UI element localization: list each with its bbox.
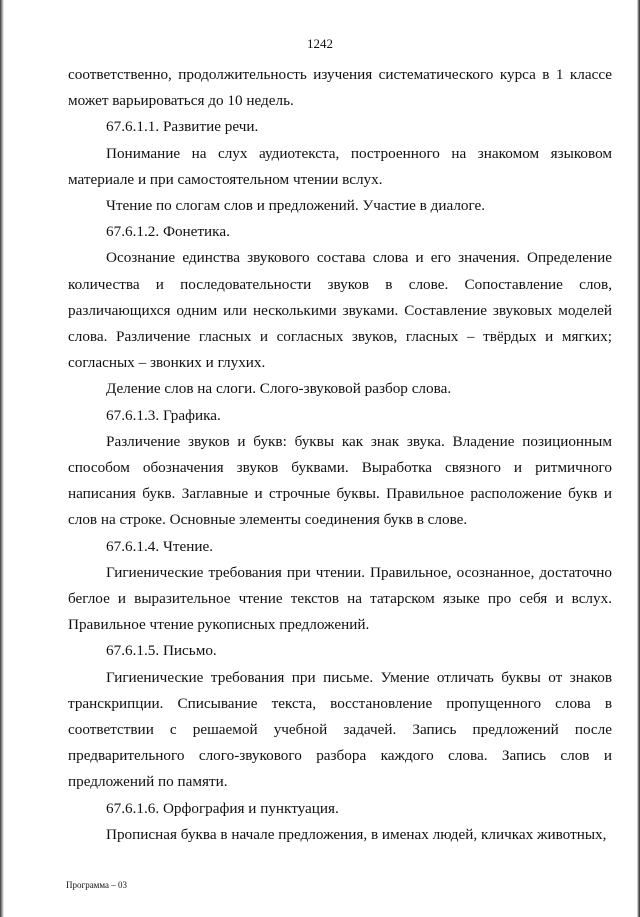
paragraph-graphics: Различение звуков и букв: буквы как знак звука. Владение позиционным способом обозначения звуков буквами. Выработка связного и ритмичного написания букв. Заглавные и строчные буквы. Правильное расположение букв и слов на строке. Основные элементы соединения букв в слове. bbox=[68, 432, 612, 529]
paragraph-continuation: соответственно, продолжительность изучения систематического курса в 1 классе может варьироваться до 10 недель. bbox=[68, 66, 612, 110]
section-heading-speech: 67.6.1.1. Развитие речи. bbox=[106, 118, 259, 136]
section-heading-graphics: 67.6.1.3. Графика. bbox=[106, 406, 221, 424]
page-footer: Программа – 03 bbox=[66, 880, 128, 890]
document-body bbox=[68, 62, 612, 848]
section-heading-writing: 67.6.1.5. Письмо. bbox=[106, 642, 217, 660]
section-heading-orthography: 67.6.1.6. Орфография и пунктуация. bbox=[106, 799, 339, 817]
paragraph-reading: Гигиенические требования при чтении. Правильное, осознанное, достаточно беглое и выразительное чтение текстов на татарском языке про себя и вслух. Правильное чтение рукописных предложений. bbox=[68, 563, 612, 634]
paragraph-speech-2: Чтение по слогам слов и предложений. Участие в диалоге. bbox=[106, 197, 486, 215]
paragraph-phonetics-1: Осознание единства звукового состава слова и его значения. Определение количества и последовательности звуков в слове. Сопоставление слов, различающихся одним или несколькими звуками. Составление звуковых моделей слова. Различение гласных и согласных звуков, гласных – твёрдых и мягких; согласных – звонких и глухих. bbox=[68, 249, 612, 372]
paragraph-writing: Гигиенические требования при письме. Умение отличать буквы от знаков транскрипции. Списывание текста, восстановление пропущенного слова в соответствии с решаемой учебной задачей. Запись предложений после предварительного слого-звукового разбора каждого слова. Запись слов и предложений по памяти. bbox=[68, 668, 612, 791]
section-heading-phonetics: 67.6.1.2. Фонетика. bbox=[106, 223, 230, 241]
paragraph-phonetics-2: Деление слов на слоги. Слого-звуковой разбор слова. bbox=[106, 380, 452, 398]
paragraph-orthography: Прописная буква в начале предложения, в именах людей, кличках животных, bbox=[106, 825, 607, 843]
paragraph-speech-1: Понимание на слух аудиотекста, построенного на знакомом языковом материале и при самостоятельном чтении вслух. bbox=[68, 144, 612, 188]
section-heading-reading: 67.6.1.4. Чтение. bbox=[106, 537, 213, 555]
page-number: 1242 bbox=[307, 36, 333, 51]
scan-edge-left bbox=[0, 0, 4, 917]
